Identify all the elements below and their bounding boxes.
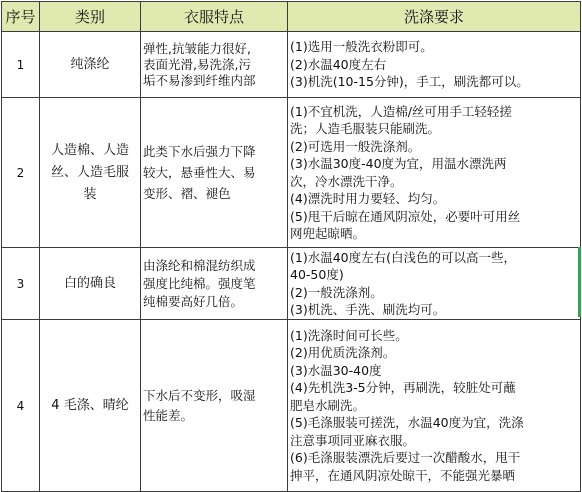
category-text: 人造棉、人造 [50,142,129,158]
category-text: 装 [83,186,97,202]
features-text: 表面光滑,易洗涤,污 [143,56,251,72]
table-row [2,320,581,492]
requirements-text: 抻平，在通风阴凉处晾干，不能强光暴晒 [290,467,516,483]
header-row [2,2,581,32]
requirements-text: (4)漂洗时用力要轻、均匀。 [290,191,446,206]
header-number: 序号 [2,2,40,32]
category-text: 4 毛涤、晴纶 [51,397,129,413]
requirements-cell [288,320,581,492]
category-cell [40,248,141,320]
requirements-text: (6)毛涤服装漂洗后要过一次醋酸水，甩干 [290,450,521,466]
requirements-text: (1)选用一般洗衣粉即可。 [290,39,433,55]
requirements-cell [288,98,581,248]
requirements-text: 注意事项同亚麻衣服。 [290,432,416,448]
header-category: 类别 [40,2,141,32]
category-cell [40,320,141,492]
requirements-text: (3)水温30度-40度为宜，用温水漂洗两 [290,156,507,171]
requirements-cell [288,248,581,320]
requirements-text: (2)可选用一般洗涤剂。 [290,138,421,154]
requirements-text: (1)洗涤时间可长些。 [290,327,408,343]
laundry-care-table [1,1,581,492]
features-cell [141,320,288,492]
features-text: 下水后不变形，吸湿 [143,387,256,403]
requirements-text: (3)机洗(10-15分钟)，手工，刷洗都可以。 [290,74,529,90]
features-cell [141,32,288,98]
selection-edge-marker [578,247,581,317]
table-row [2,98,581,248]
category-cell [40,98,141,248]
features-text: 变形、褶、褪色 [143,186,231,201]
requirements-text: 40-50度) [290,267,344,282]
requirements-text: (5)毛涤服装可搓洗，水温40度为宜，洗涤 [290,415,524,431]
requirements-cell [288,32,581,98]
requirements-text: 网兜起晾晒。 [290,226,366,241]
category-text: 白的确良 [63,275,116,291]
row-number: 3 [2,248,40,320]
requirements-text: (2)用优质洗涤剂。 [290,345,396,361]
features-cell [141,248,288,320]
header-features: 衣服特点 [141,2,288,32]
features-text: 垢不易渗到纤维内部 [143,72,256,88]
features-text: 强度比纯棉。强度笔 [143,275,256,291]
features-cell [141,98,288,248]
table-row [2,32,581,98]
features-text: 此类下水后强力下降 [143,144,256,159]
requirements-text: (2)一般洗涤剂。 [290,284,383,300]
features-text: 性能差。 [143,407,194,423]
table-row [2,248,581,320]
features-text: 弹性,抗皱能力很好, [143,40,251,56]
requirements-text: 次，冷水漂洗干净。 [290,173,403,189]
requirements-text: (2)水温40度左右 [290,56,387,72]
requirements-text: 肥皂水刷洗。 [290,397,366,413]
row-number: 2 [2,98,40,248]
row-number: 1 [2,32,40,98]
features-text: 由涤纶和棉混纺织成 [143,257,256,273]
requirements-text: (1)不宜机洗，人造棉/丝可用手工轻轻搓 [290,103,512,119]
requirements-text: (4)先机洗3-5分钟，再刷洗，较脏处可蘸 [290,380,516,396]
features-text: 纯棉要高好几倍。 [143,293,244,309]
features-text: 较大，悬垂性大、易 [143,165,256,180]
requirements-text: (3)机洗、手洗、刷洗均可。 [290,302,446,317]
requirements-text: (1)水温40度左右(白浅色的可以高一些， [290,249,516,265]
category-text: 丝、人造毛服 [50,164,129,180]
row-number: 4 [2,320,40,492]
category-text: 纯涤纶 [70,56,110,72]
requirements-text: (5)甩干后晾在通风阴凉处，必要叶可用丝 [290,208,521,224]
header-requirements: 洗涤要求 [288,2,581,32]
requirements-text: (3)水温30-40度 [290,362,382,378]
requirements-text: 洗；人造毛服装只能刷洗。 [290,121,441,136]
category-cell [40,32,141,98]
